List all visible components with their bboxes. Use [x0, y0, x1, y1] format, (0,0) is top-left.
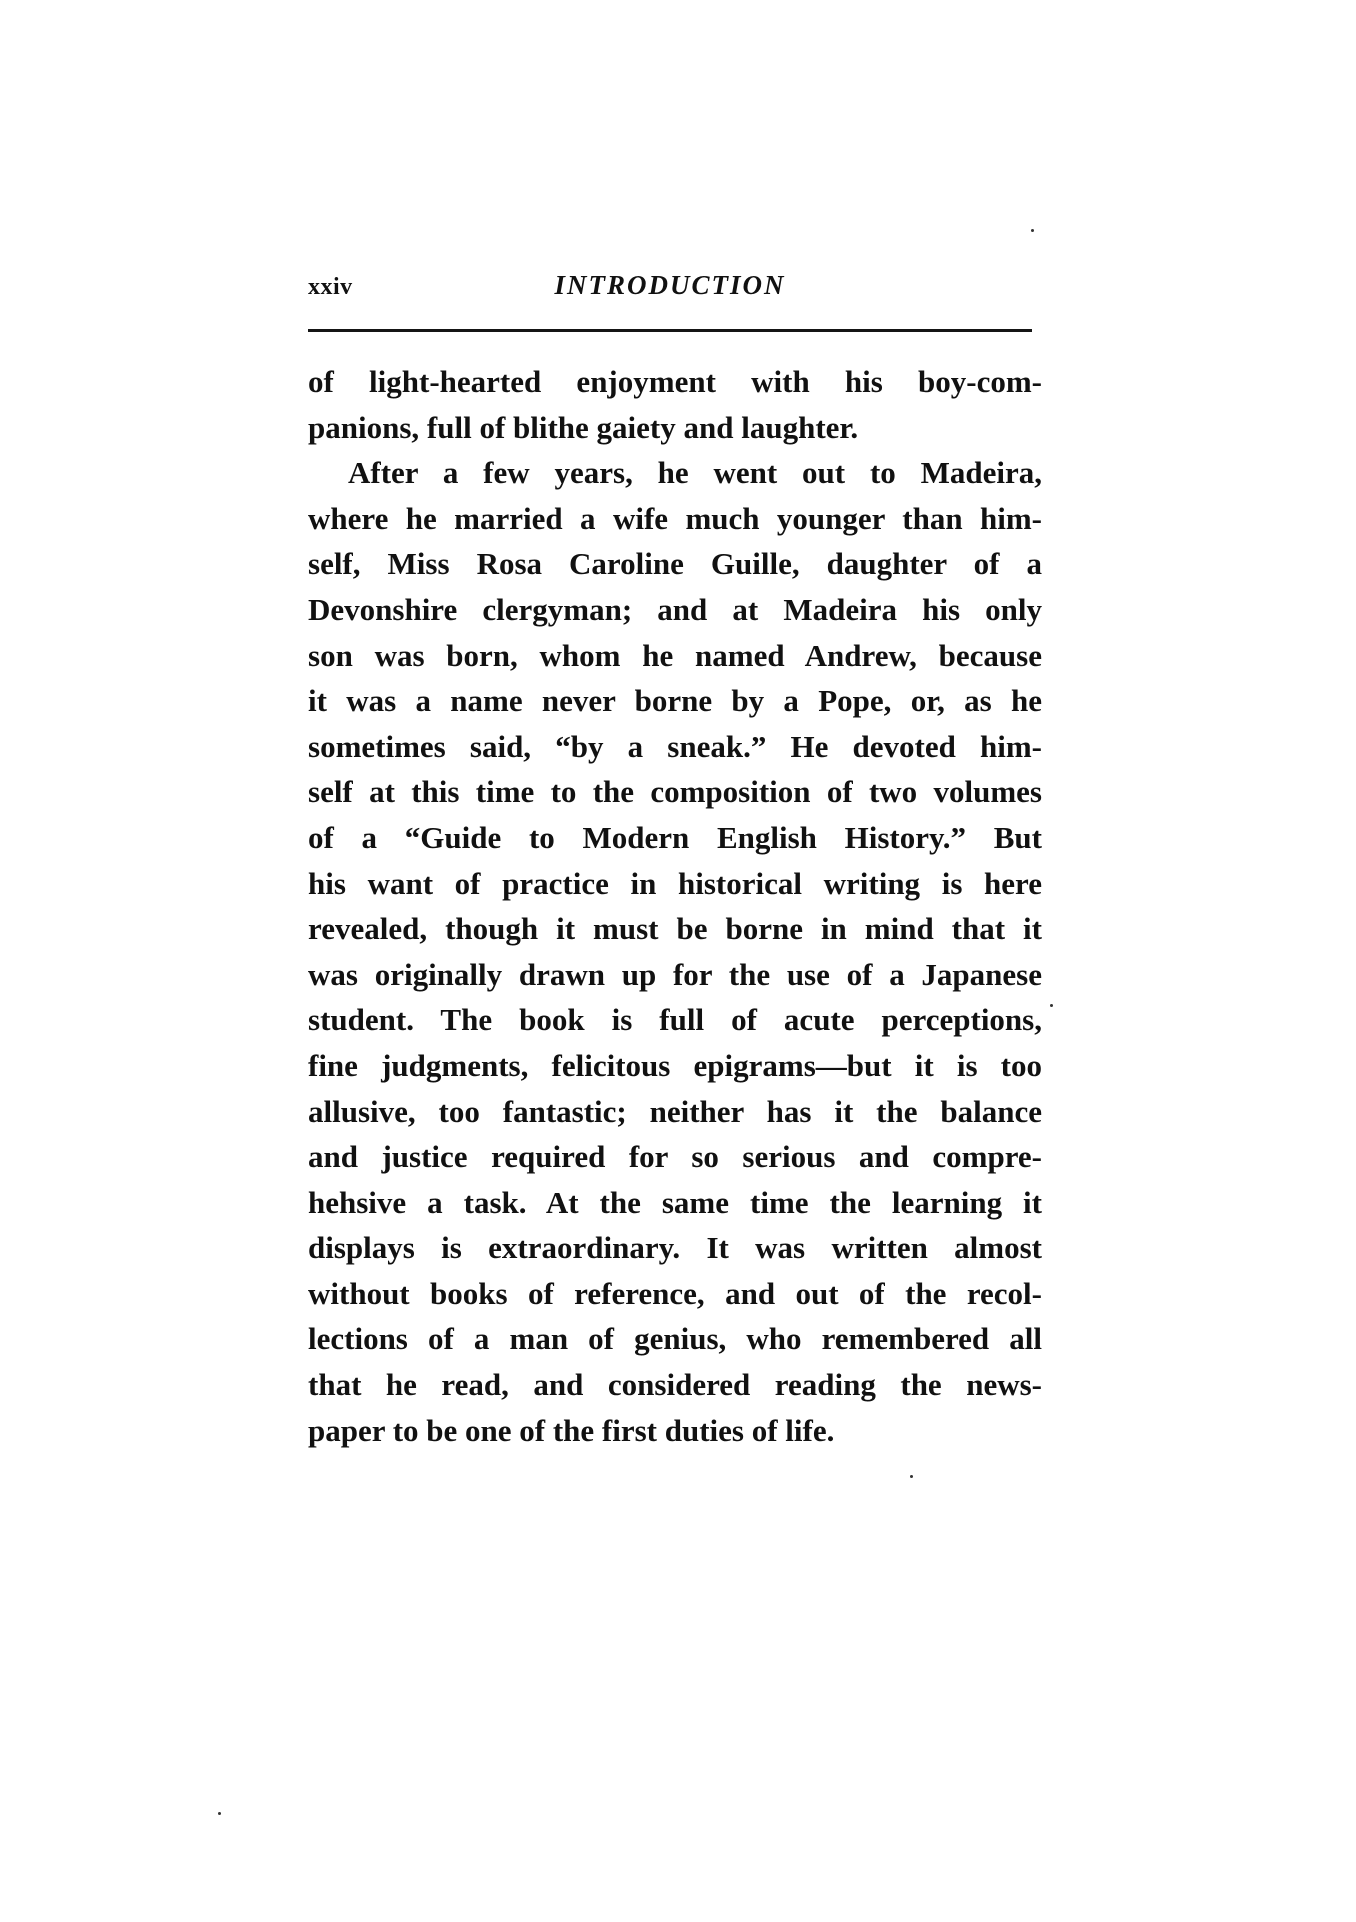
text-line: without books of reference, and out of the recol- [308, 1275, 1042, 1311]
text-line: revealed, though it must be borne in mind that it [308, 911, 1042, 947]
scan-speck [1050, 1004, 1053, 1007]
body-text [308, 359, 1042, 1453]
text-line: that he read, and considered reading the news- [308, 1367, 1042, 1403]
page-number: xxiv [308, 274, 353, 300]
text-line: of a “Guide to Modern English History.” But [308, 819, 1042, 855]
scan-speck [910, 1475, 913, 1478]
text-line: where he married a wife much younger than him- [308, 500, 1042, 536]
scan-speck [1031, 229, 1034, 232]
text-line: fine judgments, felicitous epigrams—but it is too [308, 1047, 1042, 1083]
text-line: it was a name never borne by a Pope, or, as he [308, 683, 1042, 719]
text-line: Devonshire clergyman; and at Madeira his only [308, 591, 1042, 627]
header-rule [308, 329, 1032, 332]
scan-speck [218, 1812, 221, 1815]
text-line: sometimes said, “by a sneak.” He devoted him- [308, 728, 1042, 764]
text-line: self, Miss Rosa Caroline Guille, daughter of a [308, 546, 1042, 582]
text-line: son was born, whom he named Andrew, because [308, 637, 1042, 673]
text-line: allusive, too fantastic; neither has it the balance [308, 1093, 1042, 1129]
text-line: student. The book is full of acute perceptions, [308, 1002, 1042, 1038]
text-line: paper to be one of the first duties of life. [308, 1412, 835, 1448]
text-line: lections of a man of genius, who remembered all [308, 1321, 1042, 1357]
running-head-title: INTRODUCTION [554, 270, 786, 300]
text-line: and justice required for so serious and compre- [308, 1139, 1042, 1175]
text-line: of light-hearted enjoyment with his boy-com- [308, 364, 1042, 399]
text-line: After a few years, he went out to Madeira, [348, 455, 1042, 491]
text-line: was originally drawn up for the use of a Japanese [308, 956, 1042, 992]
text-line: panions, full of blithe gaiety and laughter. [308, 409, 859, 445]
text-line: self at this time to the composition of two volumes [308, 774, 1042, 810]
text-line: hehsive a task. At the same time the learning it [308, 1184, 1042, 1220]
text-line: his want of practice in historical writing is here [308, 865, 1042, 901]
text-line: displays is extraordinary. It was written almost [308, 1230, 1042, 1266]
